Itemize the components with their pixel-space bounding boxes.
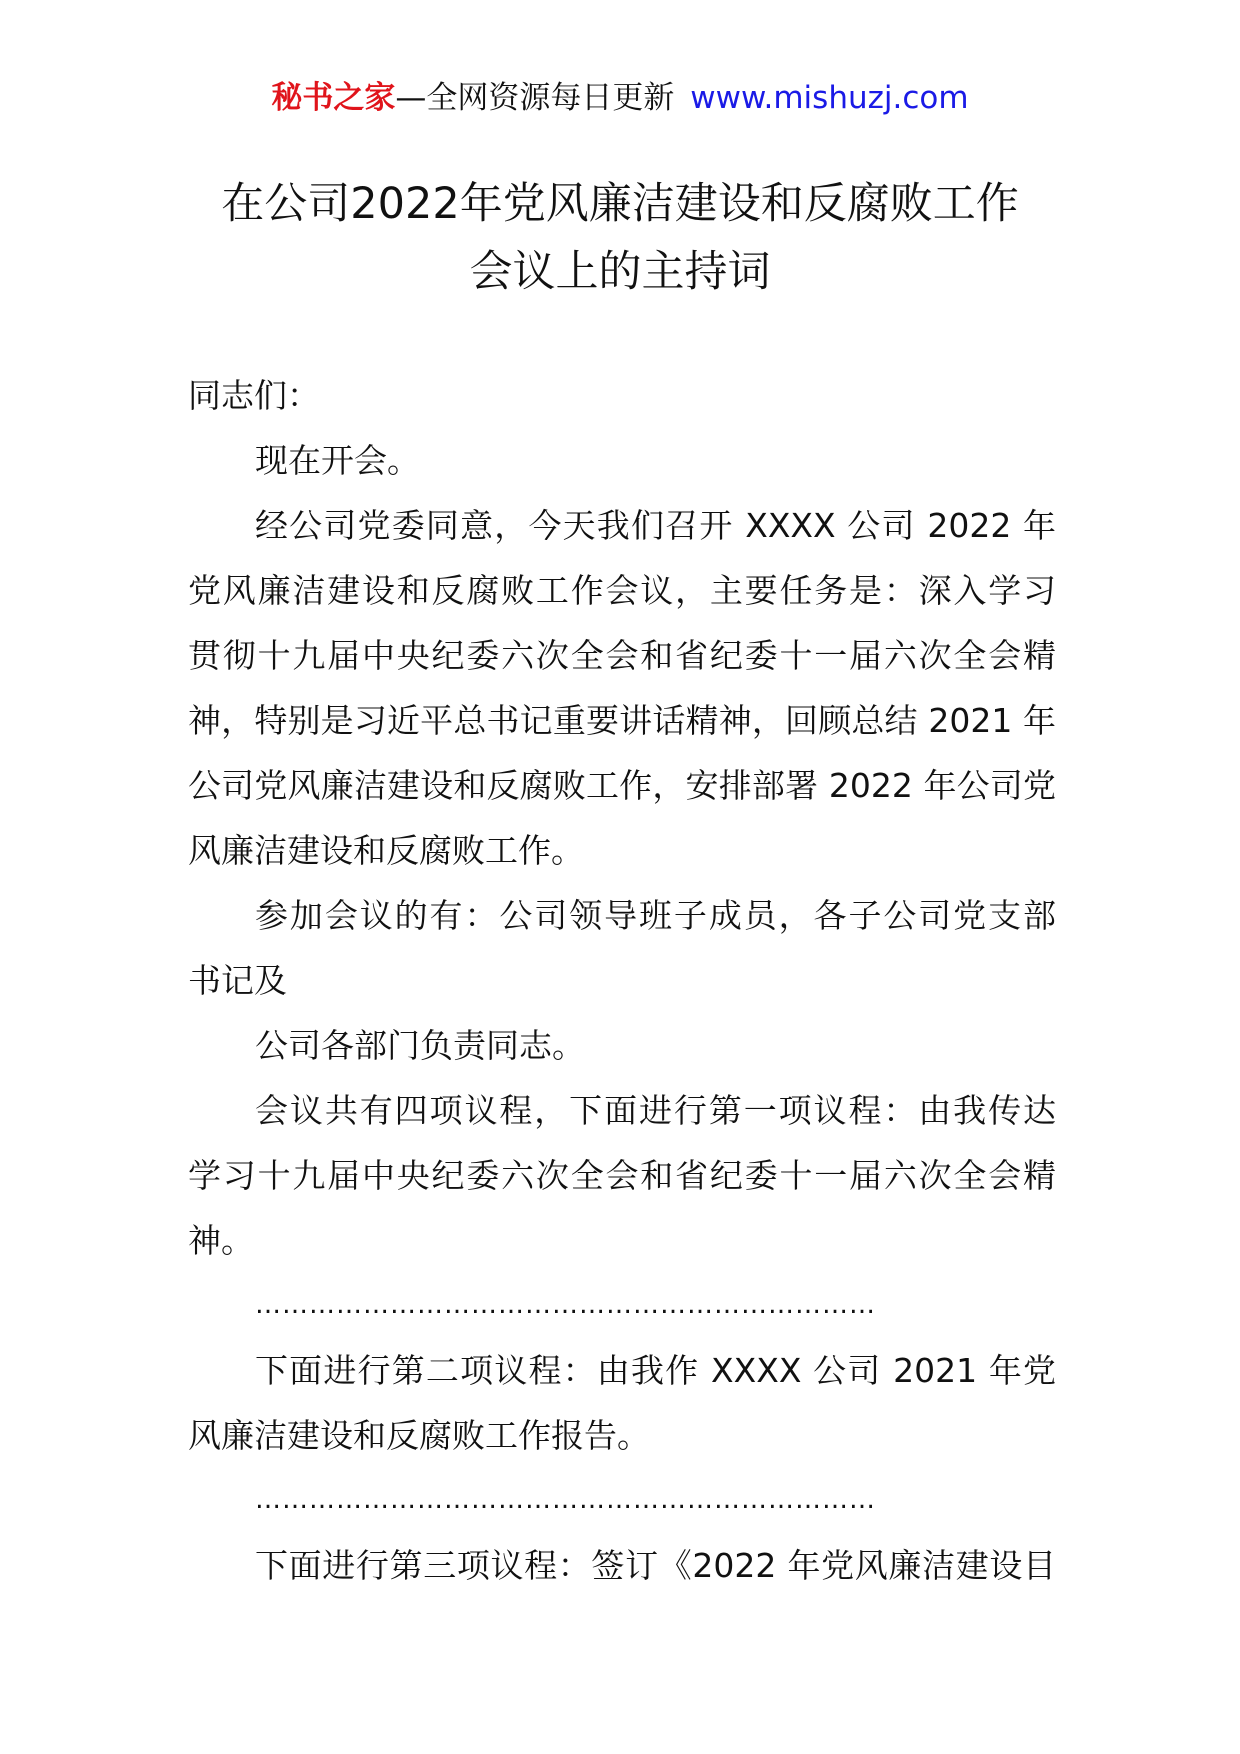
paragraph-attendees <box>188 883 1056 1013</box>
text-line: 书记及 <box>188 961 287 1000</box>
title-line-2: 会议上的主持词 <box>469 247 771 297</box>
text-line: 下面进行第二项议程：由我作 XXXX 公司 2021 年党 <box>255 1351 1056 1390</box>
paragraph-agenda-2 <box>188 1338 1056 1468</box>
site-header <box>0 78 1240 118</box>
paragraph-agenda-1 <box>188 1078 1056 1273</box>
text-line: 学习十九届中央纪委六次全会和省纪委十一届六次全会精 <box>188 1156 1056 1195</box>
ellipsis-separator: …………………………………………………………… <box>255 1290 876 1320</box>
text-line: 神，特别是习近平总书记重要讲话精神，回顾总结 2021 年 <box>188 701 1056 740</box>
paragraph-opening: 现在开会。 <box>255 441 420 480</box>
text-line: 公司党风廉洁建设和反腐败工作，安排部署 2022 年公司党 <box>188 766 1056 805</box>
paragraph-attendees-cont: 公司各部门负责同志。 <box>255 1026 585 1065</box>
salutation: 同志们： <box>188 376 320 415</box>
site-url-link[interactable]: www.mishuzj.com <box>690 80 969 116</box>
header-tagline: —全网资源每日更新 <box>395 80 675 116</box>
paragraph-purpose <box>188 493 1056 883</box>
text-line: 神。 <box>188 1221 254 1260</box>
document-title <box>100 170 1140 306</box>
paragraph-agenda-3: 下面进行第三项议程：签订《2022 年党风廉洁建设目 <box>255 1546 1056 1585</box>
text-line: 会议共有四项议程，下面进行第一项议程：由我传达 <box>255 1091 1056 1130</box>
document-body <box>188 363 1056 1598</box>
ellipsis-separator: …………………………………………………………… <box>255 1485 876 1515</box>
brand-name: 秘书之家 <box>271 80 396 116</box>
text-line: 参加会议的有：公司领导班子成员，各子公司党支部 <box>255 896 1056 935</box>
title-line-1: 在公司2022年党风廉洁建设和反腐败工作 <box>221 179 1019 229</box>
text-line: 风廉洁建设和反腐败工作报告。 <box>188 1416 650 1455</box>
text-line: 经公司党委同意，今天我们召开 XXXX 公司 2022 年 <box>255 506 1056 545</box>
text-line: 风廉洁建设和反腐败工作。 <box>188 831 584 870</box>
text-line: 贯彻十九届中央纪委六次全会和省纪委十一届六次全会精 <box>188 636 1056 675</box>
text-line: 党风廉洁建设和反腐败工作会议，主要任务是：深入学习 <box>188 571 1056 610</box>
